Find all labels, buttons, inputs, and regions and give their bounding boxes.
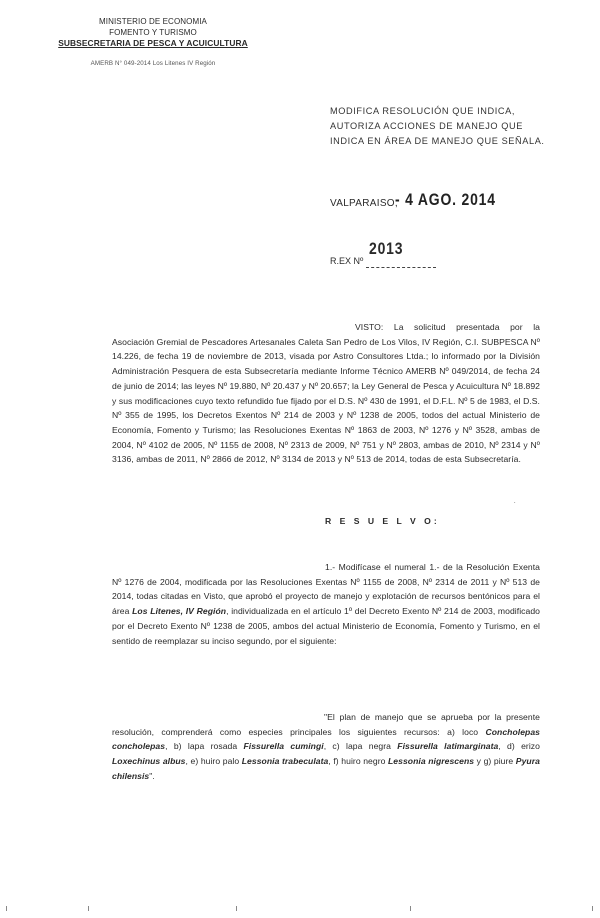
scan-mark	[88, 906, 89, 911]
article-1-text-a: 1.- Modifícase el numeral 1.- de la Resolución Exenta Nº 1276 de 2004, modificada por las Resoluciones Exentas Nº 1155 de 2008, Nº 2314 de 2011 y Nº 513 de 2014, todas citadas en Visto, que aprobó el proyecto de manejo y explotación de recursos bentónicos para el área	[112, 562, 540, 617]
scan-mark	[592, 906, 593, 911]
stamped-date: - 4 AGO. 2014	[395, 190, 496, 209]
article-1-area: Los Litenes, IV Región	[132, 606, 227, 617]
quoted-paragraph	[112, 710, 540, 784]
species-name: Pyura chilensis	[112, 756, 540, 781]
species-name: Loxechinus albus	[112, 756, 186, 767]
rex-label: R.EX Nº	[330, 256, 364, 266]
rex-number: 2013	[369, 239, 404, 258]
margin-mark: ·	[513, 498, 516, 507]
quote-text: "El plan de manejo que se aprueba por la presente resolución, comprenderá como especies principales los siguientes recursos: a) loco	[112, 712, 540, 737]
scan-edge-marks	[0, 906, 600, 914]
species-name: Lessonia nigrescens	[388, 756, 475, 767]
quote-text: ".	[149, 770, 155, 781]
scan-mark	[410, 906, 411, 911]
resuelvo-heading: R E S U E L V O:	[325, 516, 440, 526]
quote-text: , c) lapa negra	[323, 741, 391, 752]
article-1-text-b: , individualizada en el artículo 1º del Decreto Exento Nº 214 de 2003, modificado por el Decreto Exento Nº 1238 de 2005, ambos del actual Ministerio de Economía, Fomento y Turismo, en el sentido de reemplazar su inciso segundo, por el siguiente:	[112, 606, 540, 646]
place-label: VALPARAISO,	[330, 198, 398, 209]
letterhead	[58, 16, 248, 67]
article-1-paragraph	[112, 560, 540, 648]
letterhead-reference: AMERB N° 049-2014 Los Litenes IV Región	[90, 60, 216, 67]
visto-text: La solicitud presentada por la Asociación Gremial de Pescadores Artesanales Caleta San Pedro de Los Vilos, IV Región, C.I. SUBPESCA Nº 14.226, de fecha 19 de noviembre de 2013, visada por Astro Consultores Ltda.; lo informado por la División Administración Pesquera de esta Subsecretaría mediante Informe Técnico AMERB Nº 049/2014, de fecha 24 de junio de 2014; las leyes Nº 19.880, Nº 20.437 y Nº 20.657; la Ley General de Pesca y Acuicultura Nº 18.892 y sus modificaciones cuyo texto refundido fue fijado por el D.S. Nº 430 de 1991, el D.F.L. Nº 5 de 1983, el D.S. Nº 355 de 1995, los Decretos Exentos Nº 214 de 2003 y Nº 1238 de 2005, todos del actual Ministerio de Economía, Fomento y Turismo; las Resoluciones Exentas Nº 1863 de 2003, Nº 1276 y Nº 3528, ambas de 2004, Nº 4102 de 2005, Nº 1155 de 2008, Nº 2313 de 2009, Nº 751 y Nº 2803, ambas de 2010, Nº 2314 y Nº 3136, ambas de 2011, Nº 2866 de 2012, Nº 3134 de 2013 y Nº 513 de 2014, todas de esta Subsecretaría.	[112, 322, 540, 465]
quote-text: , d) erizo	[498, 741, 540, 752]
quote-text: , e) huiro palo	[185, 756, 240, 767]
resolution-subject: MODIFICA RESOLUCIÓN QUE INDICA, AUTORIZA ACCIONES DE MANEJO QUE INDICA EN ÁREA DE MANEJO QUE SEÑALA.	[330, 106, 545, 146]
visto-label: VISTO:	[355, 322, 384, 332]
quote-text: y g) piure	[474, 756, 514, 767]
letterhead-ministry: MINISTERIO DE ECONOMIA	[99, 17, 207, 26]
species-name: Concholepas concholepas	[112, 726, 540, 752]
letterhead-fomento: FOMENTO Y TURISMO	[109, 28, 197, 37]
species-name: Lessonia trabeculata	[241, 756, 329, 767]
quote-text: , f) huiro negro	[328, 756, 386, 767]
rex-underline	[366, 267, 436, 268]
quote-text: , b) lapa rosada	[165, 741, 238, 752]
scan-mark	[236, 906, 237, 911]
species-name: Fissurella latimarginata	[397, 741, 499, 752]
species-name: Fissurella cumingi	[243, 741, 324, 752]
letterhead-subsecretaria: SUBSECRETARIA DE PESCA Y ACUICULTURA	[58, 38, 248, 48]
visto-paragraph	[112, 320, 540, 467]
scan-mark	[6, 906, 7, 911]
